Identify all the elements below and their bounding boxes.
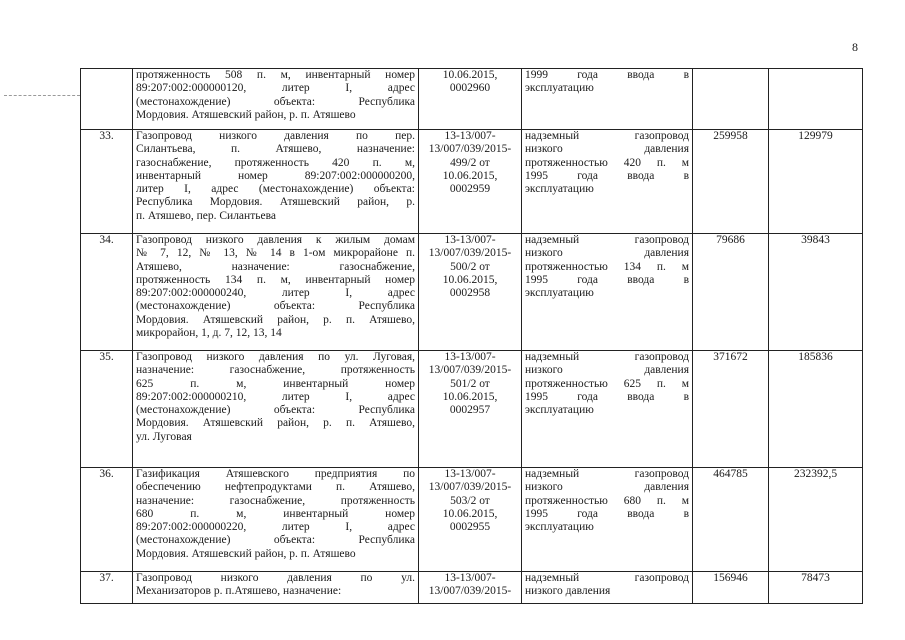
- table-row: [81, 130, 863, 234]
- text-line: 501/2 от: [450, 377, 490, 390]
- value-cell-2: 232392,5: [769, 468, 863, 572]
- object-description-cell: [133, 351, 419, 468]
- text-line: 1995 года ввода в: [525, 390, 689, 403]
- text-line: 89:207:002:000000240, литер I, адрес: [136, 287, 415, 300]
- text-line: 1999 года ввода в: [525, 69, 689, 81]
- text-line: Газопровод низкого давления к жилым домам: [136, 234, 415, 246]
- text-line: газоснабжение, протяженность 420 п. м,: [136, 156, 415, 169]
- registration-cell: [419, 234, 522, 351]
- value-cell-2: [769, 69, 863, 130]
- text-line: 0002960: [449, 82, 491, 95]
- text-line: Газификация Атяшевского предприятия по: [136, 468, 415, 480]
- text-line: 680 п. м, инвентарный номер: [136, 507, 415, 520]
- registration-cell: [419, 572, 522, 604]
- text-line: Мордовия. Атяшевский район, р. п. Атяшево: [136, 547, 356, 560]
- text-line: низкого давления: [525, 143, 689, 156]
- text-line: эксплуатацию: [525, 183, 594, 196]
- text-line: инвентарный номер 89:207:002:000000200,: [136, 169, 415, 182]
- text-line: 89:207:002:000000210, литер I, адрес: [136, 390, 415, 403]
- characteristics-cell: [522, 572, 693, 604]
- text-line: надземный газопровод: [525, 130, 689, 142]
- text-line: Республика Мордовия. Атяшевский район, р.: [136, 196, 415, 209]
- value-cell-1: 79686: [693, 234, 769, 351]
- text-line: 10.06.2015,: [442, 69, 498, 81]
- text-line: (местонахождение) объекта: Республика: [136, 95, 415, 108]
- registration-cell: [419, 351, 522, 468]
- text-line: надземный газопровод: [525, 351, 689, 363]
- text-line: 503/2 от: [450, 494, 490, 507]
- characteristics-cell: [522, 468, 693, 572]
- text-line: литер I, адрес (местонахождение) объекта:: [136, 183, 415, 196]
- dashed-leader-line: [4, 95, 80, 96]
- text-line: эксплуатацию: [525, 82, 594, 95]
- text-line: протяженностью 680 п. м: [525, 494, 689, 507]
- page-number: 8: [852, 40, 858, 54]
- value-cell-2: 185836: [769, 351, 863, 468]
- text-line: 13/007/039/2015-: [428, 247, 512, 260]
- registration-cell: [419, 130, 522, 234]
- row-number-cell: 35.: [81, 351, 133, 468]
- text-line: 13-13/007-: [444, 572, 496, 584]
- text-line: протяженность 508 п. м, инвентарный номер: [136, 69, 415, 81]
- text-line: протяженностью 625 п. м: [525, 377, 689, 390]
- text-line: 10.06.2015,: [442, 273, 498, 286]
- value-cell-2: 129979: [769, 130, 863, 234]
- text-line: 13-13/007-: [444, 130, 496, 142]
- text-line: назначение: газоснабжение, протяженность: [136, 364, 415, 377]
- text-line: Газопровод низкого давления по ул. Луговая,: [136, 351, 415, 363]
- text-line: 89:207:002:000000120, литер I, адрес: [136, 82, 415, 95]
- value-cell-1: 156946: [693, 572, 769, 604]
- text-line: 1995 года ввода в: [525, 507, 689, 520]
- characteristics-cell: [522, 130, 693, 234]
- text-line: Мордовия. Атяшевский район, р. п. Атяшево: [136, 108, 356, 121]
- table-row: [81, 468, 863, 572]
- text-line: низкого давления: [525, 247, 689, 260]
- text-line: 10.06.2015,: [442, 390, 498, 403]
- text-line: Газопровод низкого давления по пер.: [136, 130, 415, 142]
- registration-cell: [419, 468, 522, 572]
- value-cell-1: 371672: [693, 351, 769, 468]
- text-line: (местонахождение) объекта: Республика: [136, 404, 415, 417]
- text-line: 13-13/007-: [444, 468, 496, 480]
- text-line: 0002957: [449, 404, 491, 417]
- text-line: 10.06.2015,: [442, 507, 498, 520]
- registration-cell: [419, 69, 522, 130]
- value-cell-1: 464785: [693, 468, 769, 572]
- value-cell-2: 78473: [769, 572, 863, 604]
- text-line: низкого давления: [525, 364, 689, 377]
- text-line: протяженностью 420 п. м: [525, 156, 689, 169]
- value-cell-2: 39843: [769, 234, 863, 351]
- text-line: 13/007/039/2015-: [428, 364, 512, 377]
- text-line: 0002958: [449, 287, 491, 300]
- text-line: 13/007/039/2015-: [428, 143, 512, 156]
- row-number-cell: 34.: [81, 234, 133, 351]
- text-line: Атяшево, назначение: газоснабжение,: [136, 260, 415, 273]
- text-line: эксплуатацию: [525, 404, 594, 417]
- characteristics-cell: [522, 69, 693, 130]
- value-cell-1: 259958: [693, 130, 769, 234]
- row-number-cell: 33.: [81, 130, 133, 234]
- text-line: 0002959: [449, 183, 491, 196]
- text-line: 13/007/039/2015-: [428, 585, 512, 598]
- object-description-cell: [133, 234, 419, 351]
- table-row: [81, 351, 863, 468]
- row-number-cell: 37.: [81, 572, 133, 604]
- table-row: [81, 234, 863, 351]
- object-description-cell: [133, 572, 419, 604]
- table-row: [81, 69, 863, 130]
- object-description-cell: [133, 130, 419, 234]
- text-line: микрорайон, 1, д. 7, 12, 13, 14: [136, 327, 282, 340]
- row-number-cell: [81, 69, 133, 130]
- text-line: 0002955: [449, 521, 491, 534]
- text-line: (местонахождение) объекта: Республика: [136, 534, 415, 547]
- object-description-cell: [133, 69, 419, 130]
- characteristics-cell: [522, 351, 693, 468]
- text-line: 625 п. м, инвентарный номер: [136, 377, 415, 390]
- text-line: эксплуатацию: [525, 287, 594, 300]
- text-line: ул. Луговая: [136, 430, 192, 443]
- text-line: Газопровод низкого давления по ул.: [136, 572, 415, 584]
- property-table: [80, 68, 863, 604]
- text-line: надземный газопровод: [525, 572, 689, 584]
- text-line: 499/2 от: [450, 156, 490, 169]
- text-line: 10.06.2015,: [442, 169, 498, 182]
- text-line: Силантьева, п. Атяшево, назначение:: [136, 143, 415, 156]
- text-line: п. Атяшево, пер. Силантьева: [136, 209, 276, 222]
- text-line: № 7, 12, № 13, № 14 в 1-ом микрорайоне п.: [136, 247, 415, 260]
- text-line: 13-13/007-: [444, 351, 496, 363]
- text-line: низкого давления: [525, 585, 611, 598]
- text-line: обеспечению нефтепродуктами п. Атяшево,: [136, 481, 415, 494]
- table-body: [81, 69, 863, 604]
- text-line: назначение: газоснабжение, протяженность: [136, 494, 415, 507]
- text-line: 500/2 от: [450, 260, 490, 273]
- text-line: надземный газопровод: [525, 234, 689, 246]
- text-line: (местонахождение) объекта: Республика: [136, 300, 415, 313]
- text-line: Мордовия. Атяшевский район, р. п. Атяшево,: [136, 313, 415, 326]
- characteristics-cell: [522, 234, 693, 351]
- text-line: протяженностью 134 п. м: [525, 260, 689, 273]
- text-line: 13/007/039/2015-: [428, 481, 512, 494]
- text-line: Мордовия. Атяшевский район, р. п. Атяшево,: [136, 417, 415, 430]
- table-row: [81, 572, 863, 604]
- text-line: 1995 года ввода в: [525, 273, 689, 286]
- text-line: 13-13/007-: [444, 234, 496, 246]
- row-number-cell: 36.: [81, 468, 133, 572]
- object-description-cell: [133, 468, 419, 572]
- text-line: 1995 года ввода в: [525, 169, 689, 182]
- text-line: протяженность 134 п. м, инвентарный номер: [136, 273, 415, 286]
- text-line: Механизаторов р. п.Атяшево, назначение:: [136, 585, 342, 598]
- value-cell-1: [693, 69, 769, 130]
- text-line: 89:207:002:000000220, литер I, адрес: [136, 521, 415, 534]
- text-line: низкого давления: [525, 481, 689, 494]
- text-line: эксплуатацию: [525, 521, 594, 534]
- text-line: надземный газопровод: [525, 468, 689, 480]
